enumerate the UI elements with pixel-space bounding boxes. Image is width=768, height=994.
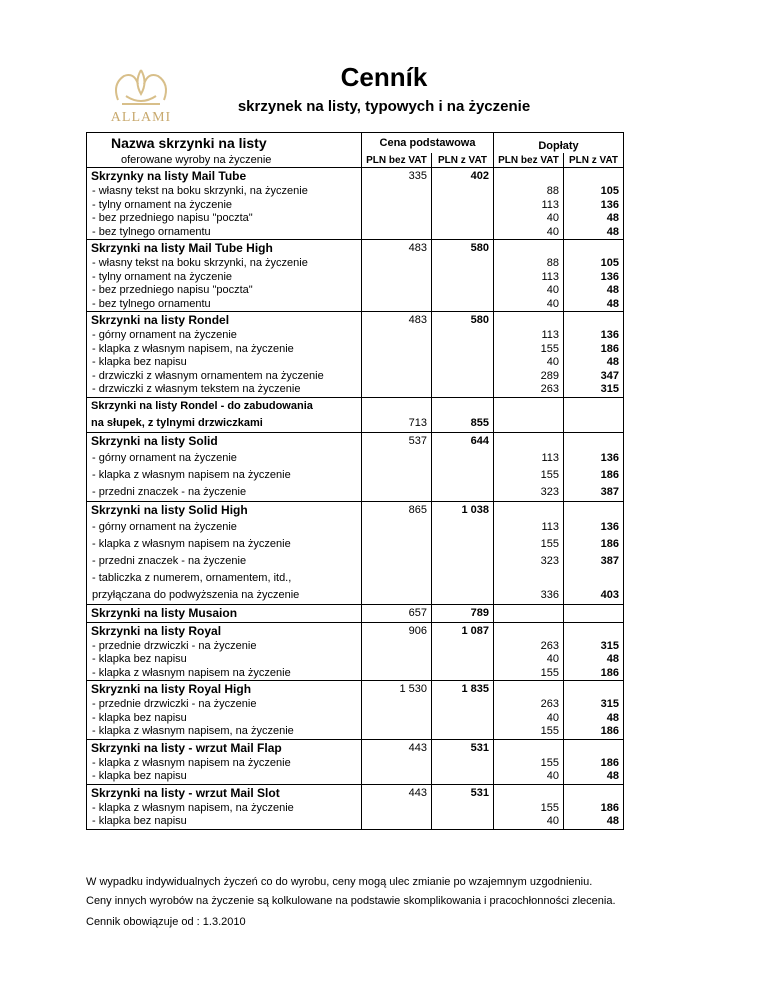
base-price-gross: 1 038: [432, 501, 494, 519]
row-name: - bez tylnego ornamentu: [87, 298, 362, 312]
surcharge-gross: 403: [564, 587, 624, 605]
surcharge-gross: [564, 681, 624, 699]
product-row: [87, 168, 624, 186]
surcharge-net: [494, 681, 564, 699]
surcharge-gross: 387: [564, 484, 624, 502]
base-price-net: [362, 343, 432, 357]
base-price-gross: [432, 587, 494, 605]
row-name: - klapka z własnym napisem na życzenie: [87, 667, 362, 681]
base-price-gross: 789: [432, 604, 494, 622]
surcharge-gross: [564, 570, 624, 587]
surcharge-net: 155: [494, 467, 564, 484]
base-price-gross: [432, 212, 494, 226]
base-price-gross: [432, 698, 494, 712]
surcharge-gross: 48: [564, 712, 624, 726]
row-name: Skrzynki na listy Solid High: [87, 501, 362, 519]
option-row: [87, 587, 624, 605]
base-price-gross: [432, 815, 494, 829]
base-price-net: [362, 757, 432, 771]
row-name: Skryznki na listy Royal High: [87, 681, 362, 699]
surcharge-gross: 315: [564, 698, 624, 712]
option-row: [87, 725, 624, 739]
base-price-net: [362, 383, 432, 397]
base-price-gross: [432, 667, 494, 681]
surcharge-net: [494, 570, 564, 587]
option-row: [87, 519, 624, 536]
base-price-gross: [432, 553, 494, 570]
option-row: [87, 199, 624, 213]
row-name: - drzwiczki z własnym tekstem na życzenie: [87, 383, 362, 397]
base-price-net: [362, 397, 432, 415]
base-price-net: [362, 212, 432, 226]
base-price-net: [362, 712, 432, 726]
base-price-net: 483: [362, 312, 432, 330]
base-price-net: [362, 640, 432, 654]
surcharge-gross: 347: [564, 370, 624, 384]
surcharge-net: 323: [494, 484, 564, 502]
surcharge-net: 88: [494, 257, 564, 271]
base-price-gross: [432, 356, 494, 370]
base-price-gross: [432, 383, 494, 397]
surcharge-gross: 48: [564, 770, 624, 784]
base-price-net: [362, 770, 432, 784]
surcharge-net: 155: [494, 667, 564, 681]
base-price-gross: [432, 343, 494, 357]
surcharge-gross: [564, 415, 624, 433]
base-price-net: 1 530: [362, 681, 432, 699]
surcharge-gross: [564, 739, 624, 757]
surcharge-gross: 136: [564, 519, 624, 536]
base-price-gross: [432, 536, 494, 553]
row-name: na słupek, z tylnymi drzwiczkami: [87, 415, 362, 433]
surcharge-gross: 48: [564, 298, 624, 312]
row-name: - klapka z własnym napisem na życzenie: [87, 757, 362, 771]
base-price-net: [362, 519, 432, 536]
row-name: - klapka z własnym napisem na życzenie: [87, 536, 362, 553]
surcharge-net: [494, 415, 564, 433]
base-price-gross: [432, 519, 494, 536]
base-price-net: [362, 356, 432, 370]
base-price-gross: 580: [432, 312, 494, 330]
base-price-gross: [432, 271, 494, 285]
base-price-net: [362, 271, 432, 285]
surcharge-gross: 48: [564, 284, 624, 298]
base-price-gross: 855: [432, 415, 494, 433]
surcharge-net: 40: [494, 815, 564, 829]
surcharge-net: 263: [494, 698, 564, 712]
base-price-net: [362, 698, 432, 712]
option-row: [87, 553, 624, 570]
row-name: - klapka bez napisu: [87, 770, 362, 784]
option-row: [87, 343, 624, 357]
product-row: [87, 501, 624, 519]
base-price-gross: [432, 226, 494, 240]
surcharge-net: 336: [494, 587, 564, 605]
base-price-net: [362, 284, 432, 298]
base-price-gross: [432, 450, 494, 467]
price-table: [86, 132, 624, 830]
base-price-net: [362, 298, 432, 312]
option-row: [87, 383, 624, 397]
table-header-row: [87, 133, 624, 154]
surcharge-gross: 48: [564, 212, 624, 226]
base-price-net: 906: [362, 622, 432, 640]
row-name: - klapka z własnym napisem, na życzenie: [87, 802, 362, 816]
base-price-gross: [432, 484, 494, 502]
row-name: Skrzynki na listy - wrzut Mail Slot: [87, 784, 362, 802]
row-name: - klapka z własnym napisem, na życzenie: [87, 725, 362, 739]
row-name: - tylny ornament na życzenie: [87, 199, 362, 213]
surcharge-net: [494, 240, 564, 258]
row-name: - górny ornament na życzenie: [87, 519, 362, 536]
surcharge-gross: 48: [564, 653, 624, 667]
base-price-gross: 402: [432, 168, 494, 186]
base-price-gross: [432, 199, 494, 213]
option-row: [87, 284, 624, 298]
row-name: Skrzynki na listy Mail Tube High: [87, 240, 362, 258]
product-row: [87, 397, 624, 415]
base-price-gross: [432, 640, 494, 654]
surcharge-gross: 48: [564, 356, 624, 370]
option-row: [87, 298, 624, 312]
surcharge-net: 88: [494, 185, 564, 199]
base-price-net: [362, 553, 432, 570]
surcharge-net: [494, 739, 564, 757]
base-price-gross: [432, 185, 494, 199]
base-price-gross: 531: [432, 784, 494, 802]
surcharge-net: 263: [494, 383, 564, 397]
option-row: [87, 450, 624, 467]
surcharge-net: 40: [494, 712, 564, 726]
product-row: [87, 784, 624, 802]
row-name: - klapka z własnym napisem na życzenie: [87, 467, 362, 484]
surcharge-net: 40: [494, 653, 564, 667]
surcharge-net: 155: [494, 725, 564, 739]
validity-note: Cennik obowiązuje od : 1.3.2010: [86, 916, 246, 928]
base-price-gross: [432, 257, 494, 271]
product-row: [87, 739, 624, 757]
surcharge-gross: 315: [564, 640, 624, 654]
option-row: [87, 570, 624, 587]
base-price-net: 657: [362, 604, 432, 622]
surcharge-net: 155: [494, 802, 564, 816]
option-row: [87, 370, 624, 384]
surcharge-net: 113: [494, 199, 564, 213]
surcharge-gross: 105: [564, 185, 624, 199]
note-custom-products: Ceny innych wyrobów na życzenie są kolkulowane na podstawie skomplikowania i pracochłonności zlecenia.: [86, 895, 616, 907]
base-price-gross: 1 087: [432, 622, 494, 640]
product-row: [87, 240, 624, 258]
surcharge-gross: 387: [564, 553, 624, 570]
product-row: [87, 604, 624, 622]
row-name: - bez przedniego napisu "poczta": [87, 212, 362, 226]
surcharge-net: 289: [494, 370, 564, 384]
row-name: - klapka bez napisu: [87, 653, 362, 667]
surcharge-net: [494, 168, 564, 186]
option-row: [87, 467, 624, 484]
column-base-price-header: Cena podstawowa: [362, 133, 494, 154]
base-price-net: [362, 185, 432, 199]
row-name: - klapka z własnym napisem, na życzenie: [87, 343, 362, 357]
surcharge-net: 40: [494, 770, 564, 784]
base-price-net: [362, 450, 432, 467]
base-price-net: [362, 587, 432, 605]
row-name: przyłączana do podwyższenia na życzenie: [87, 587, 362, 605]
row-name: - drzwiczki z własnym ornamentem na życzenie: [87, 370, 362, 384]
base-price-gross: [432, 770, 494, 784]
product-row: [87, 681, 624, 699]
row-name: - przednie drzwiczki - na życzenie: [87, 698, 362, 712]
row-name: - bez tylnego ornamentu: [87, 226, 362, 240]
base-price-net: [362, 802, 432, 816]
base-price-net: [362, 329, 432, 343]
table-subheader-row: [87, 153, 624, 168]
option-row: [87, 185, 624, 199]
option-row: [87, 257, 624, 271]
subheader-extra-gross: PLN z VAT: [564, 153, 624, 168]
surcharge-gross: 186: [564, 667, 624, 681]
subheader-base-gross: PLN z VAT: [432, 153, 494, 168]
base-price-gross: [432, 329, 494, 343]
base-price-gross: 1 835: [432, 681, 494, 699]
surcharge-net: [494, 501, 564, 519]
base-price-gross: [432, 284, 494, 298]
surcharge-gross: [564, 622, 624, 640]
base-price-gross: [432, 298, 494, 312]
row-name: Skrzynki na listy - wrzut Mail Flap: [87, 739, 362, 757]
option-row: [87, 815, 624, 829]
base-price-gross: 644: [432, 432, 494, 450]
base-price-net: [362, 653, 432, 667]
row-name: - górny ornament na życzenie: [87, 450, 362, 467]
base-price-net: [362, 484, 432, 502]
base-price-net: 443: [362, 739, 432, 757]
option-row: [87, 640, 624, 654]
surcharge-net: [494, 784, 564, 802]
row-name: Skrzynky na listy Mail Tube: [87, 168, 362, 186]
surcharge-gross: 186: [564, 802, 624, 816]
base-price-net: [362, 815, 432, 829]
surcharge-gross: [564, 240, 624, 258]
base-price-net: 713: [362, 415, 432, 433]
logo-text: ALLAMI: [110, 110, 172, 125]
surcharge-net: 113: [494, 329, 564, 343]
surcharge-net: 113: [494, 271, 564, 285]
option-row: [87, 667, 624, 681]
option-row: [87, 698, 624, 712]
surcharge-net: [494, 604, 564, 622]
surcharge-net: 263: [494, 640, 564, 654]
base-price-gross: [432, 370, 494, 384]
surcharge-gross: 186: [564, 343, 624, 357]
base-price-gross: 531: [432, 739, 494, 757]
product-row: [87, 312, 624, 330]
row-name: - górny ornament na życzenie: [87, 329, 362, 343]
note-individual-requests: W wypadku indywidualnych życzeń co do wyrobu, ceny mogą ulec zmianie po wzajemnym uzgodnieniu.: [86, 876, 593, 888]
surcharge-gross: 136: [564, 329, 624, 343]
row-name: - tylny ornament na życzenie: [87, 271, 362, 285]
row-name: Skrzynki na listy Musaion: [87, 604, 362, 622]
base-price-net: 335: [362, 168, 432, 186]
surcharge-gross: [564, 312, 624, 330]
surcharge-net: 40: [494, 212, 564, 226]
surcharge-gross: 136: [564, 271, 624, 285]
row-name: - własny tekst na boku skrzynki, na życzenie: [87, 257, 362, 271]
surcharge-gross: 105: [564, 257, 624, 271]
option-row: [87, 484, 624, 502]
base-price-net: 443: [362, 784, 432, 802]
surcharge-gross: [564, 784, 624, 802]
surcharge-net: [494, 397, 564, 415]
surcharge-net: 155: [494, 536, 564, 553]
base-price-gross: [432, 570, 494, 587]
option-row: [87, 712, 624, 726]
surcharge-gross: 186: [564, 467, 624, 484]
column-surcharges-header: Dopłaty: [494, 133, 624, 154]
surcharge-gross: 136: [564, 199, 624, 213]
base-price-gross: [432, 397, 494, 415]
option-row: [87, 536, 624, 553]
subheader-extra-net: PLN bez VAT: [494, 153, 564, 168]
surcharge-gross: 136: [564, 450, 624, 467]
row-name: - tabliczka z numerem, ornamentem, itd.,: [87, 570, 362, 587]
option-row: [87, 271, 624, 285]
product-row: [87, 432, 624, 450]
base-price-net: [362, 226, 432, 240]
base-price-gross: [432, 802, 494, 816]
base-price-gross: [432, 725, 494, 739]
surcharge-net: 155: [494, 343, 564, 357]
page-title: Cenník: [340, 62, 428, 92]
base-price-net: [362, 570, 432, 587]
row-name: Skrzynki na listy Rondel - do zabudowania: [87, 397, 362, 415]
option-row: [87, 329, 624, 343]
surcharge-gross: [564, 501, 624, 519]
page-subtitle: skrzynek na listy, typowych i na życzenie: [237, 98, 531, 115]
row-name: - przednie drzwiczki - na życzenie: [87, 640, 362, 654]
product-row: [87, 622, 624, 640]
option-row: [87, 653, 624, 667]
surcharge-net: 155: [494, 757, 564, 771]
surcharge-net: 40: [494, 298, 564, 312]
row-name: Skrzynki na listy Rondel: [87, 312, 362, 330]
base-price-net: [362, 467, 432, 484]
option-row: [87, 802, 624, 816]
surcharge-gross: [564, 432, 624, 450]
base-price-net: 537: [362, 432, 432, 450]
row-name: - bez przedniego napisu "poczta": [87, 284, 362, 298]
base-price-net: 865: [362, 501, 432, 519]
base-price-gross: 580: [432, 240, 494, 258]
surcharge-gross: 186: [564, 757, 624, 771]
row-name: - przedni znaczek - na życzenie: [87, 553, 362, 570]
subheader-base-net: PLN bez VAT: [362, 153, 432, 168]
row-name: Skrzynki na listy Royal: [87, 622, 362, 640]
option-row: [87, 212, 624, 226]
base-price-net: [362, 370, 432, 384]
base-price-gross: [432, 467, 494, 484]
option-row: [87, 757, 624, 771]
surcharge-net: 113: [494, 519, 564, 536]
surcharge-net: [494, 312, 564, 330]
option-row: [87, 770, 624, 784]
surcharge-gross: [564, 604, 624, 622]
base-price-net: [362, 199, 432, 213]
surcharge-gross: 48: [564, 815, 624, 829]
base-price-gross: [432, 757, 494, 771]
row-name: - klapka bez napisu: [87, 356, 362, 370]
surcharge-gross: 186: [564, 536, 624, 553]
base-price-net: 483: [362, 240, 432, 258]
base-price-net: [362, 667, 432, 681]
surcharge-net: [494, 432, 564, 450]
column-name-header: Nazwa skrzynki na listy: [87, 133, 362, 154]
base-price-gross: [432, 653, 494, 667]
option-row: [87, 356, 624, 370]
base-price-net: [362, 536, 432, 553]
surcharge-net: 323: [494, 553, 564, 570]
surcharge-net: 40: [494, 284, 564, 298]
column-name-subheader: oferowane wyroby na życzenie: [87, 153, 362, 168]
surcharge-gross: [564, 168, 624, 186]
base-price-net: [362, 725, 432, 739]
surcharge-gross: [564, 397, 624, 415]
base-price-net: [362, 257, 432, 271]
surcharge-net: [494, 622, 564, 640]
row-name: - własny tekst na boku skrzynki, na życzenie: [87, 185, 362, 199]
surcharge-gross: 315: [564, 383, 624, 397]
surcharge-net: 113: [494, 450, 564, 467]
option-row: [87, 226, 624, 240]
product-row: [87, 415, 624, 433]
surcharge-net: 40: [494, 356, 564, 370]
row-name: - klapka bez napisu: [87, 712, 362, 726]
row-name: Skrzynki na listy Solid: [87, 432, 362, 450]
row-name: - klapka bez napisu: [87, 815, 362, 829]
surcharge-gross: 48: [564, 226, 624, 240]
base-price-gross: [432, 712, 494, 726]
surcharge-net: 40: [494, 226, 564, 240]
surcharge-gross: 186: [564, 725, 624, 739]
row-name: - przedni znaczek - na życzenie: [87, 484, 362, 502]
